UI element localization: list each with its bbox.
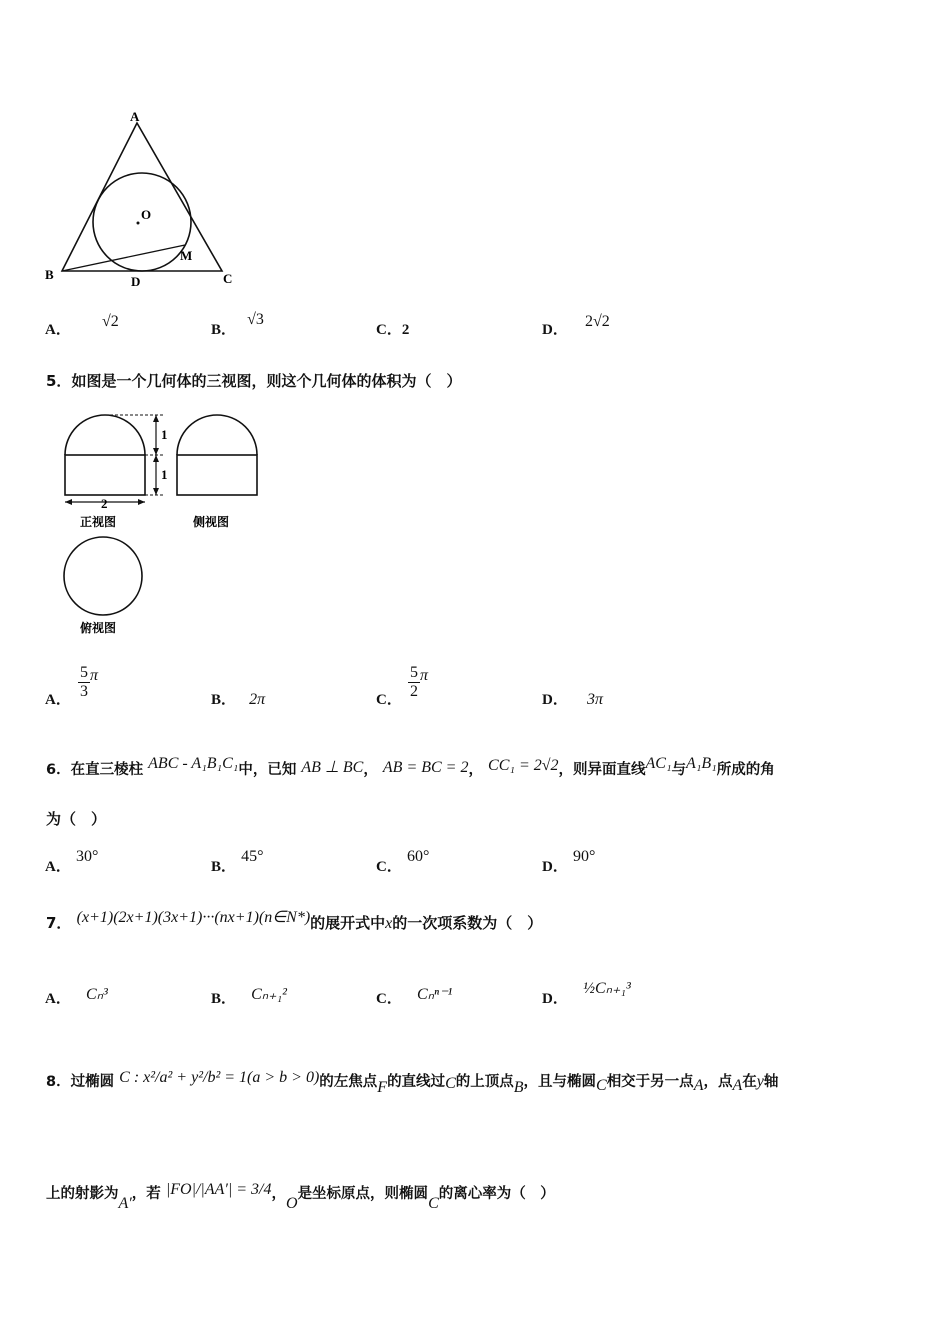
q6-option-b[interactable]: B． 45° (211, 848, 264, 875)
q8-ratio: |FO|/|AA′| = 3/4 (165, 1181, 272, 1198)
label-B: B (45, 267, 54, 282)
q7-option-a[interactable]: A． Cₙ³ (45, 986, 108, 1007)
q7-number: 7． (46, 914, 72, 932)
q7-option-b[interactable]: B． Cₙ₊₁² (211, 986, 287, 1007)
label-D: D (131, 274, 141, 289)
q5-stem (46, 370, 461, 391)
center-dot (137, 222, 140, 225)
q5-option-c-value: $\frac{5}{2}$ π (410, 664, 429, 700)
q8-stem-line2: 上的射影为A′，若 |FO|/|AA′| = 3/4，O是坐标原点，则椭圆C的离心率为（ ） (46, 1181, 555, 1212)
q5-option-b[interactable]: B． 2π (211, 691, 266, 708)
q8-number: 8． (46, 1074, 71, 1090)
q6-cond1: AB ⊥ BC (301, 759, 364, 776)
q6-line2: A₁B₁ (686, 755, 717, 772)
q5-option-d[interactable]: D． 3π (542, 691, 603, 708)
q4-option-a[interactable]: A． √2 (45, 313, 119, 338)
side-view-rect (177, 455, 257, 495)
q7-expr: (x+1)(2x+1)(3x+1)···(nx+1)(n∈N*) (76, 909, 311, 926)
front-view-rect (65, 455, 145, 495)
side-view-label: 侧视图 (193, 515, 230, 529)
q6-cond3: CC₁ = 2√2 (488, 757, 559, 774)
q5-option-a-value: $\frac{5}{3}$ π (80, 664, 99, 700)
top-view-label: 俯视图 (80, 621, 117, 635)
q6-stem-line1: 6．在直三棱柱 ABC - A₁B₁C₁中，已知 AB ⊥ BC， AB = BC = 2， CC₁ = 2√2，则异面直线AC₁与A₁B₁所成的角 (46, 755, 775, 778)
q8-ellipse: C : x²/a² + y²/b² = 1(a > b > 0) (119, 1069, 320, 1086)
q4-option-d[interactable]: D． 2√2 (542, 313, 610, 338)
q5-option-a[interactable]: A． (45, 692, 71, 708)
q7-stem: 7． (x+1)(2x+1)(3x+1)···(nx+1)(n∈N*)的展开式中x的一次项系数为（ ） (46, 909, 543, 932)
front-view-dome (65, 415, 145, 455)
q4-option-b[interactable]: B． √3 (211, 311, 264, 338)
q6-cond2: AB = BC = 2 (382, 759, 469, 776)
arrow-left (65, 499, 72, 505)
three-view-figure (55, 408, 270, 640)
q5-text: 如图是一个几何体的三视图，则这个几何体的体积为（ ） (71, 372, 462, 390)
q6-line1: AC₁ (645, 755, 672, 772)
q6-option-a[interactable]: A． 30° (45, 848, 99, 875)
dim-label-1-top: 1 (161, 427, 168, 442)
q5-number: 5． (46, 372, 72, 390)
dim-label-2: 2 (101, 496, 108, 511)
incircle (93, 173, 191, 271)
q4-option-c[interactable]: C．2 (376, 322, 410, 338)
q6-stem-line2: 为（ ） (46, 810, 107, 828)
arrow-down1 (153, 448, 159, 455)
q5-option-c[interactable]: C． (376, 692, 402, 708)
triangle-incircle-figure (40, 105, 250, 295)
q8-stem-line1: 8．过椭圆 C : x²/a² + y²/b² = 1(a > b > 0)的左焦点F的直线过C的上顶点B，且与椭圆C相交于另一点A，点A在y轴 (46, 1069, 779, 1096)
q7-option-c[interactable]: C． Cₙⁿ⁻¹ (376, 986, 453, 1007)
q6-number: 6． (46, 762, 71, 778)
label-M: M (180, 248, 193, 263)
arrow-up1 (153, 415, 159, 422)
arrow-right (138, 499, 145, 505)
label-C: C (223, 271, 233, 286)
label-A: A (130, 109, 140, 124)
q6-option-c[interactable]: C． 60° (376, 848, 430, 875)
q7-option-d[interactable]: D． ½Cₙ₊₁³ (542, 980, 631, 1007)
arrow-down2 (153, 488, 159, 495)
q6-prism: ABC - A₁B₁C₁ (148, 755, 239, 772)
triangle-abc (62, 123, 222, 271)
side-view-dome (177, 415, 257, 455)
top-view-circle (64, 537, 142, 615)
dim-label-1-bottom: 1 (161, 467, 168, 482)
arrow-up2 (153, 455, 159, 462)
front-view-label: 正视图 (80, 515, 117, 529)
q6-option-d[interactable]: D． 90° (542, 848, 596, 875)
label-O: O (141, 207, 152, 222)
